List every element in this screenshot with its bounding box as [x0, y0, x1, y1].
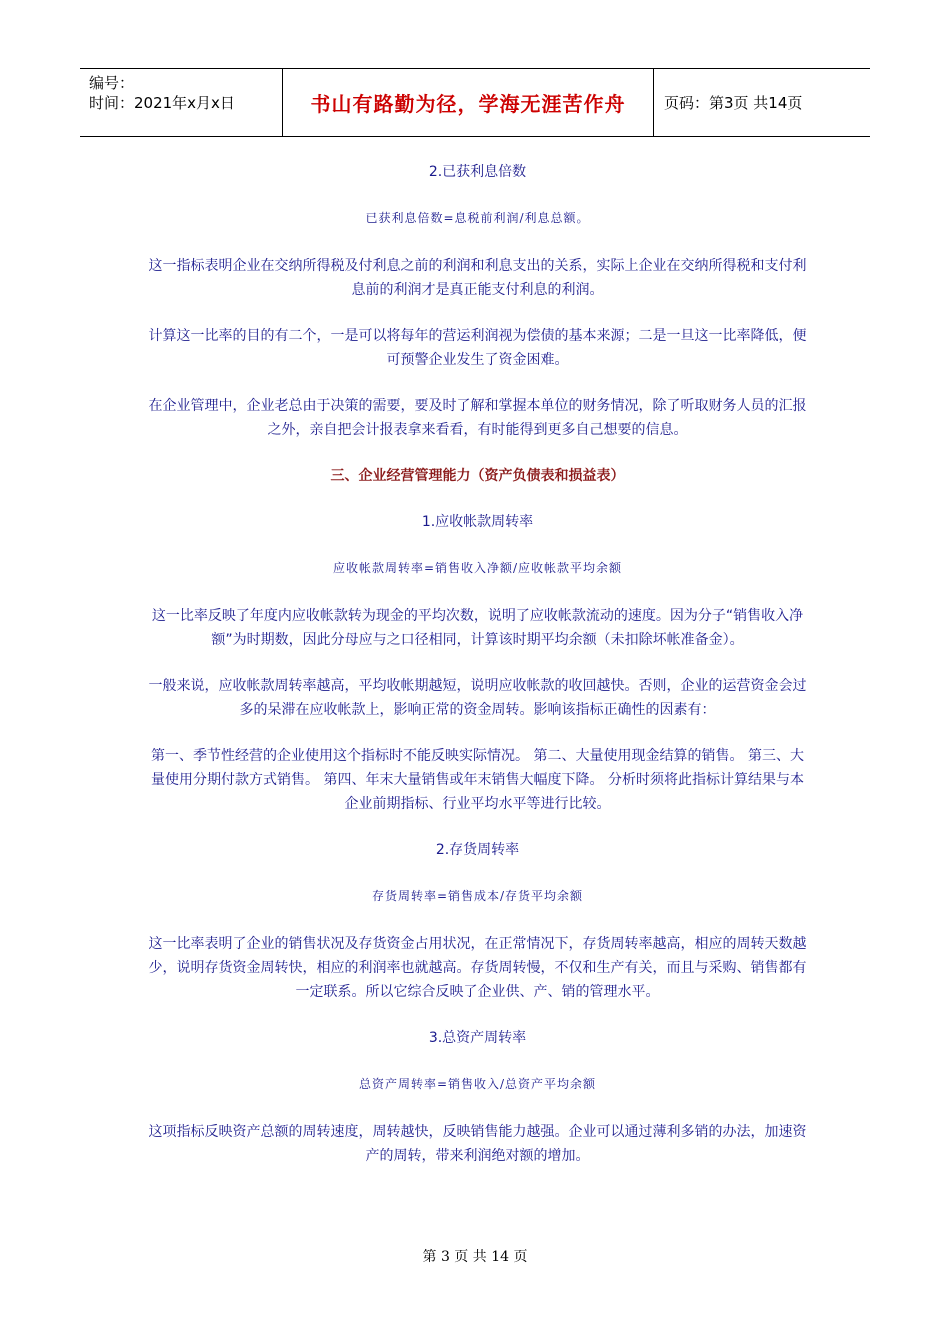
paragraph: 这一指标表明企业在交纳所得税及付利息之前的利润和利息支出的关系，实际上企业在交纳所得税和支付利息前的利润才是真正能支付利息的利润。 [148, 258, 807, 298]
header-motto: 书山有路勤为径，学海无涯苦作舟 [282, 69, 654, 136]
paragraph: 计算这一比率的目的有二个，一是可以将每年的营运利润视为偿债的基本来源；二是一旦这一比率降低，便可预警企业发生了资金困难。 [148, 328, 807, 368]
paragraph: 一般来说，应收帐款周转率越高，平均收帐期越短，说明应收帐款的收回越快。否则，企业的运营资金会过多的呆滞在应收帐款上，影响正常的资金周转。影响该指标正确性的因素有： [148, 678, 807, 718]
header-page-info: 页码：第3页 共14页 [664, 94, 803, 112]
section-heading: 2.已获利息倍数 [428, 164, 527, 180]
paragraph: 第一、季节性经营的企业使用这个指标时不能反映实际情况。 第二、大量使用现金结算的销售。 第三、大量使用分期付款方式销售。 第四、年末大量销售或年末销售大幅度下降。 分析时须将此指标计算结果与本企业前期指标、行业平均水平等进行比较。 [151, 748, 804, 812]
formula: 存货周转率=销售成本/存货平均余额 [371, 889, 584, 903]
section-heading: 1.应收帐款周转率 [421, 514, 534, 530]
section-heading: 2.存货周转率 [435, 842, 520, 858]
paragraph: 在企业管理中，企业老总由于决策的需要，要及时了解和掌握本单位的财务情况，除了听取财务人员的汇报之外，亲自把会计报表拿来看看，有时能得到更多自己想要的信息。 [148, 398, 807, 438]
paragraph: 这一比率反映了年度内应收帐款转为现金的平均次数，说明了应收帐款流动的速度。因为分子“销售收入净额”为时期数，因此分母应与之口径相同，计算该时期平均余额（未扣除坏帐准备金）。 [151, 608, 804, 648]
formula: 总资产周转率=销售收入/总资产平均余额 [358, 1077, 597, 1091]
page-footer: 第 3 页 共 14 页 [422, 1249, 528, 1265]
section-title: 三、企业经营管理能力（资产负债表和损益表） [330, 468, 625, 484]
header-meta [80, 69, 282, 136]
formula: 应收帐款周转率=销售收入净额/应收帐款平均余额 [332, 561, 623, 575]
document-header [80, 68, 870, 137]
document-number-label: 编号： [89, 74, 135, 92]
section-heading: 3.总资产周转率 [428, 1030, 527, 1046]
paragraph: 这项指标反映资产总额的周转速度，周转越快，反映销售能力越强。企业可以通过薄利多销的办法，加速资产的周转，带来利润绝对额的增加。 [148, 1124, 807, 1164]
document-body [145, 160, 810, 1168]
paragraph: 这一比率表明了企业的销售状况及存货资金占用状况，在正常情况下，存货周转率越高，相应的周转天数越少，说明存货资金周转快，相应的利润率也就越高。存货周转慢，不仅和生产有关，而且与采购、销售都有一定联系。所以它综合反映了企业供、产、销的管理水平。 [148, 936, 807, 1000]
formula: 已获利息倍数=息税前利润/利息总额。 [365, 211, 590, 225]
document-time-label: 时间：2021年x月x日 [89, 94, 235, 112]
